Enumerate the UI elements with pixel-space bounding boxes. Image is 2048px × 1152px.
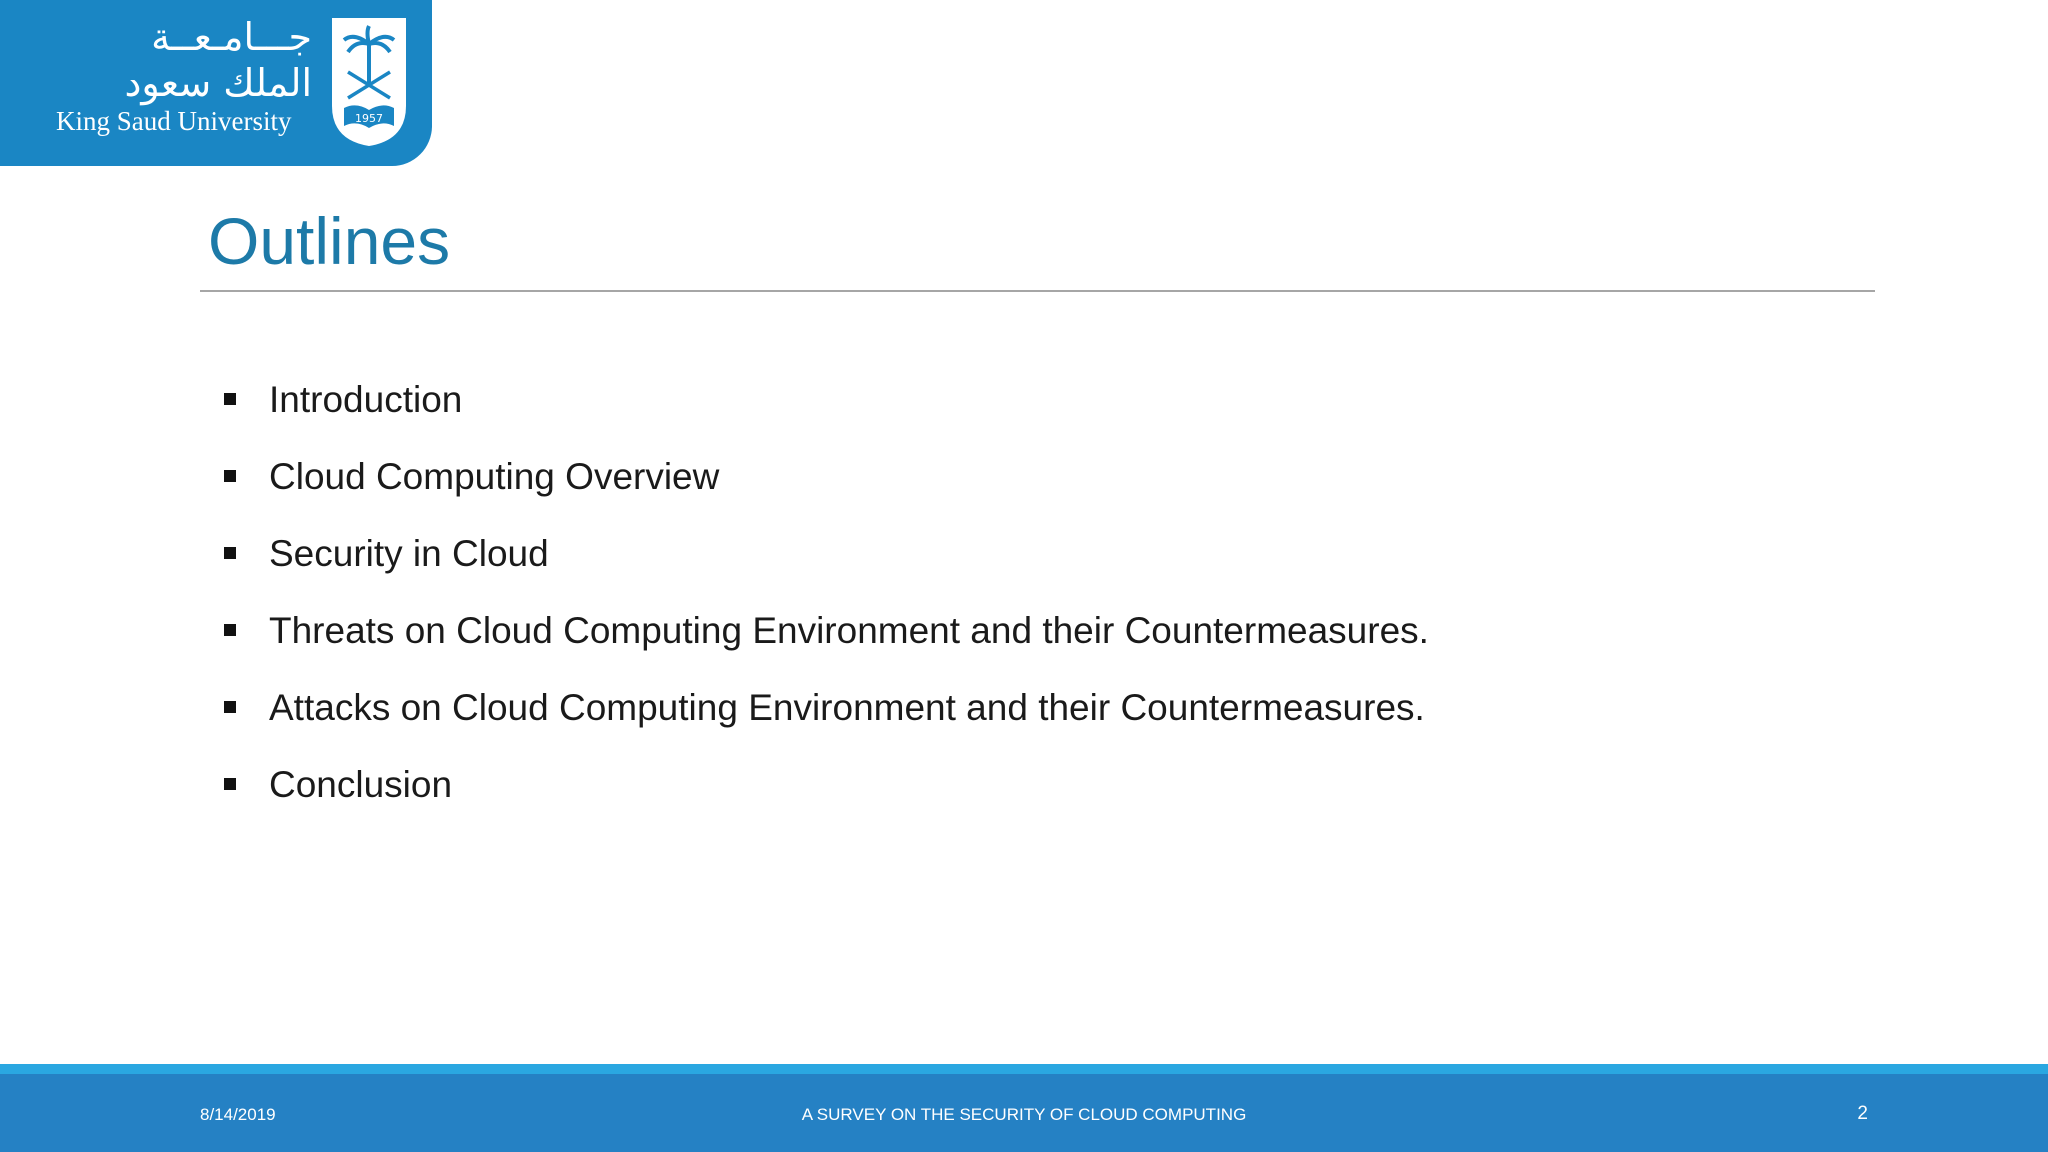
square-bullet-icon [224, 547, 236, 559]
square-bullet-icon [224, 778, 236, 790]
outline-item [220, 753, 1429, 830]
square-bullet-icon [224, 470, 236, 482]
logo-arabic-line-2: الملك سعود [124, 61, 312, 105]
slide-title: Outlines [208, 204, 451, 278]
outline-item-text: Security in Cloud [269, 533, 549, 574]
title-divider [200, 290, 1875, 292]
palm-shield-emblem-icon [326, 14, 412, 148]
outline-item-text: Cloud Computing Overview [269, 456, 720, 497]
outline-list [220, 368, 1429, 830]
university-logo [0, 0, 432, 166]
outline-item [220, 368, 1429, 445]
footer-date: 8/14/2019 [200, 1105, 276, 1124]
outline-item-text: Attacks on Cloud Computing Environment and their Countermeasures. [269, 687, 1425, 728]
logo-english-name: King Saud University [56, 106, 292, 136]
logo-arabic-line-1: جـــامـعــة [151, 15, 312, 59]
square-bullet-icon [224, 393, 236, 405]
outline-item-text: Introduction [269, 379, 463, 420]
outline-item [220, 599, 1429, 676]
slide-footer [0, 1074, 2048, 1152]
footer-accent-stripe [0, 1064, 2048, 1074]
footer-title: A SURVEY ON THE SECURITY OF CLOUD COMPUTING [801, 1105, 1247, 1124]
outline-item-text: Conclusion [269, 764, 453, 805]
square-bullet-icon [224, 624, 236, 636]
outline-item-text: Threats on Cloud Computing Environment and their Countermeasures. [269, 610, 1429, 651]
page-number: 2 [1857, 1103, 1868, 1124]
outline-item [220, 445, 1429, 522]
outline-item [220, 522, 1429, 599]
emblem-year: 1957 [355, 112, 383, 125]
outline-item [220, 676, 1429, 753]
square-bullet-icon [224, 701, 236, 713]
logo-arabic-name [52, 14, 312, 106]
